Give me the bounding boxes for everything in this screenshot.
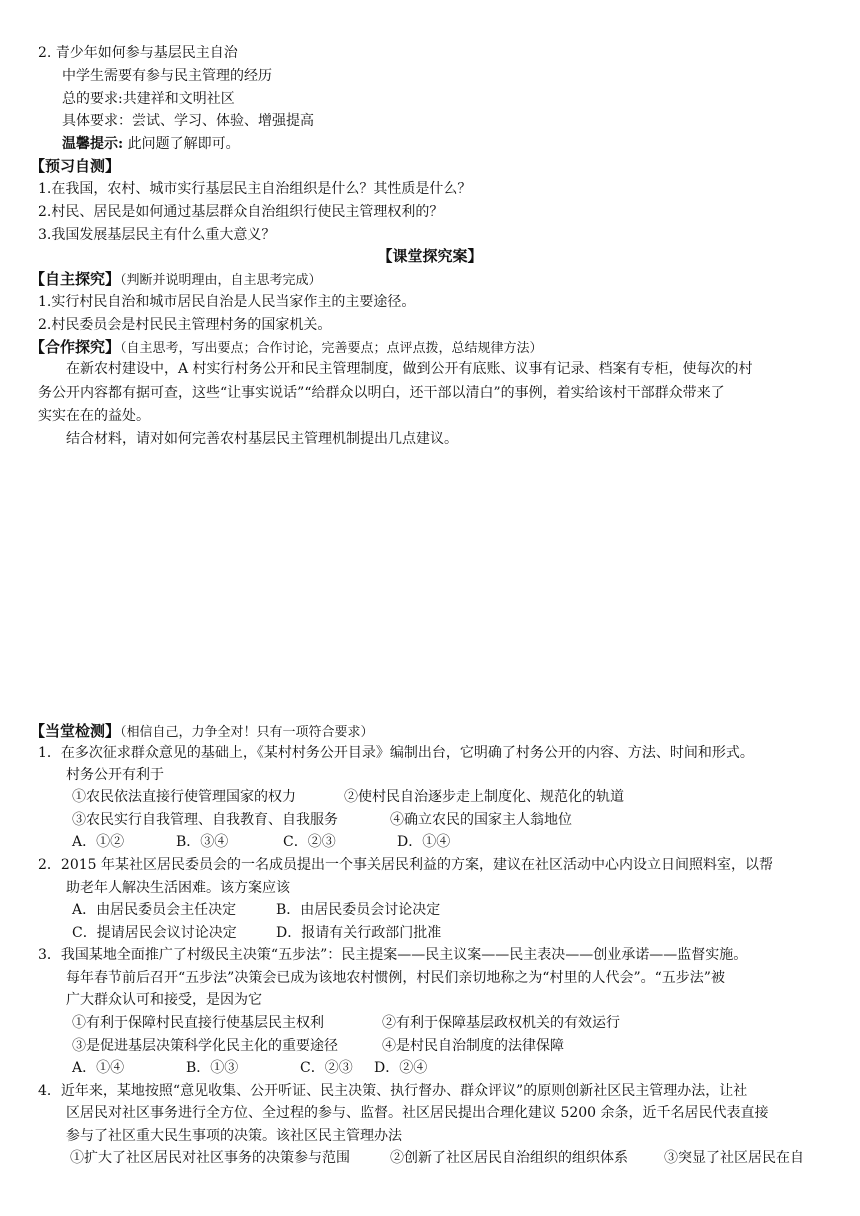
- q3-option-3: ③是促进基层决策科学化民主化的重要途径: [72, 1038, 338, 1054]
- q2-choice-d: D．报请有关行政部门批准: [276, 925, 442, 941]
- q4-option-3: ③突显了社区居民在自: [664, 1150, 804, 1166]
- class-explore-title: 【课堂探究案】: [377, 247, 483, 265]
- item-2-title: 2. 青少年如何参与基层民主自治: [38, 45, 238, 61]
- q1-option-3: ③农民实行自我管理、自我教育、自我服务: [72, 812, 338, 828]
- self-explore-statement-1: 1.实行村民自治和城市居民自治是人民当家作主的主要途径。: [38, 294, 416, 310]
- q2-stem-line-1: 2．2015 年某社区居民委员会的一名成员提出一个事关居民利益的方案，建议在社区活动中心内设立日间照料室，以帮: [38, 857, 773, 873]
- self-explore-line: [30, 268, 322, 293]
- q3-option-1: ①有利于保障村民直接行使基层民主权利: [72, 1015, 324, 1031]
- coop-explore-line: [30, 336, 543, 361]
- q4-stem-line-2: 区居民对社区事务进行全方位、全过程的参与、监督。社区居民提出合理化建议 5200 余条，近千名居民代表直接: [66, 1105, 769, 1121]
- q3-option-2: ②有利于保障基层政权机关的有效运行: [382, 1015, 620, 1031]
- tip-text: 此问题了解即可。: [123, 136, 240, 152]
- preview-question-3: 3.我国发展基层民主有什么重大意义？: [38, 227, 276, 243]
- q4-stem-line-3: 参与了社区重大民生事项的决策。该社区民主管理办法: [66, 1128, 402, 1144]
- item-2-line-2: 总的要求:共建祥和文明社区: [62, 91, 235, 107]
- q1-choice-d: D．①④: [397, 834, 451, 850]
- q2-choice-c: C．提请居民会议讨论决定: [72, 925, 237, 941]
- test-heading-line: [30, 720, 374, 745]
- self-explore-note: （判断并说明理由，自主思考完成）: [120, 273, 322, 288]
- self-explore-statement-2: 2.村民委员会是村民民主管理村务的国家机关。: [38, 317, 332, 333]
- q4-option-2: ②创新了社区居民自治组织的组织体系: [390, 1150, 628, 1166]
- coop-material-line-1: 在新农村建设中，A 村实行村务公开和民主管理制度，做到公开有底账、议事有记录、档案有专柜，使每次的村: [66, 361, 753, 377]
- coop-task: 结合材料，请对如何完善农村基层民主管理机制提出几点建议。: [66, 431, 458, 447]
- coop-explore-note: （自主思考，写出要点；合作讨论，完善要点；点评点拨，总结规律方法）: [120, 341, 543, 356]
- q3-stem-line-3: 广大群众认可和接受，是因为它: [66, 992, 262, 1008]
- q4-stem-line-1: 4．近年来，某地按照“意见收集、公开听证、民主决策、执行督办、群众评议”的原则创新社区民主管理办法，让社: [38, 1083, 748, 1099]
- q1-choice-a: A．①②: [72, 834, 125, 850]
- q3-choice-b: B．①③: [186, 1060, 239, 1076]
- q1-option-4: ④确立农民的国家主人翁地位: [390, 812, 572, 828]
- q1-option-2: ②使村民自治逐步走上制度化、规范化的轨道: [344, 789, 624, 805]
- tip-label: 温馨提示:: [62, 136, 124, 152]
- q4-option-1: ①扩大了社区居民对社区事务的决策参与范围: [70, 1150, 350, 1166]
- coop-material-line-2: 务公开内容都有据可查，这些“让事实说话”“给群众以明白，还干部以清白”的事例，着实给该村干部群众带来了: [38, 385, 725, 401]
- q3-stem-line-1: 3．我国某地全面推广了村级民主决策“五步法”：民主提案——民主议案——民主表决——创业承诺——监督实施。: [38, 947, 748, 963]
- q3-choice-d: D．②④: [374, 1060, 428, 1076]
- q3-option-4: ④是村民自治制度的法律保障: [382, 1038, 564, 1054]
- q1-stem-line-2: 村务公开有利于: [66, 767, 164, 783]
- q3-stem-line-2: 每年春节前后召开“五步法”决策会已成为该地农村惯例，村民们亲切地称之为“村里的人代会”。“五步法”被: [66, 970, 725, 986]
- q3-choice-c: C．②③: [300, 1060, 353, 1076]
- q1-stem-line-1: 1．在多次征求群众意见的基础上，《某村村务公开目录》编制出台，它明确了村务公开的内容、方法、时间和形式。: [38, 745, 754, 761]
- q2-choice-a: A．由居民委员会主任决定: [72, 902, 237, 918]
- test-heading: 【当堂检测】: [30, 722, 121, 740]
- q2-choice-b: B．由居民委员会讨论决定: [276, 902, 441, 918]
- preview-heading: 【预习自测】: [30, 157, 121, 175]
- q1-choice-c: C．②③: [283, 834, 336, 850]
- q1-choice-b: B．③④: [176, 834, 229, 850]
- coop-material-line-3: 实实在在的益处。: [38, 408, 150, 424]
- coop-explore-heading: 【合作探究】: [30, 338, 121, 356]
- self-explore-heading: 【自主探究】: [30, 270, 121, 288]
- tip-line: [62, 133, 240, 156]
- preview-question-1: 1.在我国，农村、城市实行基层民主自治组织是什么？其性质是什么？: [38, 181, 472, 197]
- q3-choice-a: A．①④: [72, 1060, 125, 1076]
- q2-stem-line-2: 助老年人解决生活困难。该方案应该: [66, 880, 290, 896]
- preview-question-2: 2.村民、居民是如何通过基层群众自治组织行使民主管理权利的？: [38, 204, 444, 220]
- item-2-line-1: 中学生需要有参与民主管理的经历: [62, 68, 272, 84]
- test-note: （相信自己，力争全对！只有一项符合要求）: [120, 725, 374, 740]
- q1-option-1: ①农民依法直接行使管理国家的权力: [72, 789, 296, 805]
- item-2-line-3: 具体要求：尝试、学习、体验、增强提高: [62, 113, 314, 129]
